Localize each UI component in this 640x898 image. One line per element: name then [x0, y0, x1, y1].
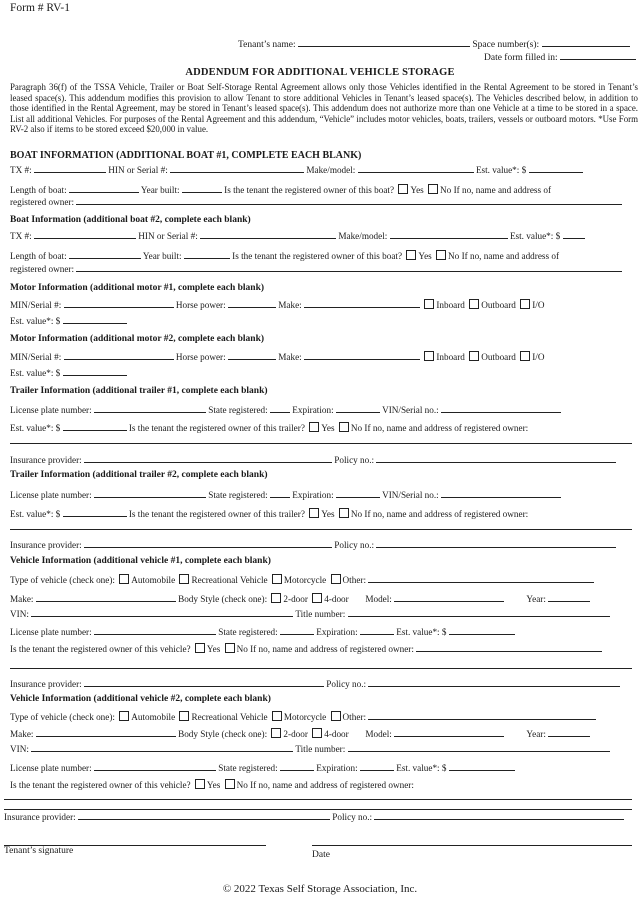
boat1-length-field[interactable]: [69, 184, 139, 193]
state-registered-label: State registered:: [208, 490, 268, 500]
tenant-signature-label: Tenant’s signature: [4, 846, 74, 856]
no-label: No: [236, 644, 248, 654]
io-label: I/O: [532, 300, 545, 310]
date-filled-label: Date form filled in:: [484, 53, 558, 63]
section-boat-2: Boat Information (additional boat #2, complete each blank): [10, 215, 251, 225]
motor1-make-field[interactable]: [304, 299, 420, 308]
section-boat-1: BOAT INFORMATION (ADDITIONAL BOAT #1, COMPLETE EACH BLANK): [10, 150, 362, 161]
motorcycle-label: Motorcycle: [283, 712, 327, 722]
body-style-label: Body Style (check one):: [178, 729, 268, 739]
insurance-provider-label: Insurance provider:: [10, 679, 82, 689]
trailer1-row2: [10, 422, 636, 434]
no-label: No: [236, 780, 248, 790]
if-no-label: If no, name and address of registered owner:: [364, 423, 529, 433]
vehicle1-state-field[interactable]: [280, 626, 314, 635]
vehicle2-year-field[interactable]: [548, 728, 590, 737]
vehicle2-other-checkbox[interactable]: [331, 711, 341, 721]
trailer1-state-field[interactable]: [270, 404, 290, 413]
vehicle1-yes-checkbox[interactable]: [195, 643, 205, 653]
license-plate-label: License plate number:: [10, 405, 92, 415]
est-value-label: Est. value*: $: [10, 423, 61, 433]
trailer2-est-value-field[interactable]: [63, 508, 127, 517]
trailer1-row3: [10, 454, 636, 466]
section-trailer-1: Trailer Information (additional trailer #1, complete each blank): [10, 386, 268, 396]
policy-no-label: Policy no.:: [334, 455, 375, 465]
boat2-make-model-field[interactable]: [390, 230, 508, 239]
date-row: [484, 51, 636, 63]
boat2-row3: [10, 263, 636, 275]
horse-power-label: Horse power:: [175, 352, 226, 362]
min-serial-label: MIN/Serial #:: [10, 300, 62, 310]
tx-label: TX #:: [10, 165, 32, 175]
vehicle2-est-value-field[interactable]: [449, 762, 515, 771]
year-label: Year:: [526, 729, 546, 739]
motor2-est-value-field[interactable]: [63, 367, 127, 376]
vehicle1-owner-line[interactable]: [10, 668, 632, 669]
trailer1-owner-field[interactable]: [10, 443, 632, 444]
vehicle1-row6: [10, 678, 636, 690]
horse-power-label: Horse power:: [175, 300, 226, 310]
owner-question: Is the tenant the registered owner of this vehicle?: [10, 644, 191, 654]
vehicle1-motorcycle-checkbox[interactable]: [272, 574, 282, 584]
io-label: I/O: [532, 352, 545, 362]
expiration-label: Expiration:: [316, 627, 358, 637]
motor1-io-checkbox[interactable]: [520, 299, 530, 309]
est-value-label: Est. value*: $: [10, 316, 61, 326]
motor1-min-field[interactable]: [64, 299, 174, 308]
vehicle2-yes-checkbox[interactable]: [195, 779, 205, 789]
vehicle1-row1: [10, 574, 636, 586]
est-value-label: Est. value*: $: [475, 165, 527, 175]
motor1-est-value-field[interactable]: [63, 315, 127, 324]
no-label: No: [440, 185, 452, 195]
vehicle1-policy-field[interactable]: [368, 678, 620, 687]
boat2-yes-checkbox[interactable]: [406, 250, 416, 260]
trailer1-no-checkbox[interactable]: [339, 422, 349, 432]
motor1-row2: [10, 315, 636, 327]
form-title: ADDENDUM FOR ADDITIONAL VEHICLE STORAGE: [185, 67, 455, 78]
boat1-no-checkbox[interactable]: [428, 184, 438, 194]
boat1-row2: [10, 184, 636, 196]
owner-question: Is the tenant the registered owner of this boat?: [232, 251, 403, 261]
est-value-label: Est. value*: $: [10, 509, 61, 519]
yes-label: Yes: [321, 423, 335, 433]
vehicle2-2door-checkbox[interactable]: [271, 728, 281, 738]
vehicle2-vin-field[interactable]: [31, 743, 293, 752]
model-label: Model:: [365, 729, 392, 739]
automobile-label: Automobile: [131, 575, 176, 585]
no-label: No: [350, 509, 363, 519]
license-plate-label: License plate number:: [10, 763, 92, 773]
body-style-label: Body Style (check one):: [178, 594, 268, 604]
motor2-outboard-checkbox[interactable]: [469, 351, 479, 361]
registered-owner-label: registered owner:: [10, 264, 75, 274]
vehicle1-other-field[interactable]: [368, 574, 594, 583]
vehicle1-owner-field[interactable]: [416, 643, 602, 652]
trailer2-row1: [10, 489, 636, 501]
vehicle1-plate-field[interactable]: [94, 626, 216, 635]
vehicle1-expiration-field[interactable]: [360, 626, 394, 635]
vin-serial-label: VIN/Serial no.:: [382, 405, 439, 415]
trailer1-est-value-field[interactable]: [63, 422, 127, 431]
trailer1-plate-field[interactable]: [94, 404, 206, 413]
policy-no-label: Policy no.:: [326, 679, 367, 689]
tenant-name-row: [238, 38, 630, 50]
inboard-label: Inboard: [436, 300, 465, 310]
motor2-row1: [10, 351, 636, 363]
trailer2-row2: [10, 508, 636, 520]
trailer1-policy-field[interactable]: [376, 454, 616, 463]
policy-no-label: Policy no.:: [334, 540, 375, 550]
expiration-label: Expiration:: [292, 490, 334, 500]
other-label: Other:: [342, 575, 367, 585]
trailer2-no-checkbox[interactable]: [339, 508, 349, 518]
expiration-label: Expiration:: [292, 405, 334, 415]
tenant-name-label: Tenant’s name:: [238, 40, 296, 50]
vehicle1-model-field[interactable]: [394, 593, 504, 602]
trailer1-insurance-field[interactable]: [84, 454, 332, 463]
boat2-length-field[interactable]: [69, 250, 141, 259]
vehicle2-row3: [10, 743, 636, 755]
insurance-provider-label: Insurance provider:: [10, 455, 82, 465]
trailer2-yes-checkbox[interactable]: [309, 508, 319, 518]
trailer2-row3: [10, 539, 636, 551]
if-no-label: If no, name and address of: [453, 185, 552, 195]
section-vehicle-1: Vehicle Information (additional vehicle #1, complete each blank): [10, 556, 271, 566]
copyright-footer: © 2022 Texas Self Storage Association, Inc.: [222, 883, 418, 895]
boat2-row1: [10, 230, 636, 242]
vehicle2-other-field[interactable]: [368, 711, 596, 720]
vehicle1-other-checkbox[interactable]: [331, 574, 341, 584]
space-numbers-label: Space number(s):: [472, 40, 540, 50]
boat1-make-model-field[interactable]: [358, 164, 474, 173]
make-label: Make:: [278, 352, 302, 362]
vehicle2-4door-checkbox[interactable]: [312, 728, 322, 738]
est-value-label: Est. value*: $: [10, 368, 61, 378]
if-no-label: If no, name and address of registered owner:: [250, 644, 414, 654]
year-built-label: Year built:: [140, 185, 180, 195]
type-of-vehicle-label: Type of vehicle (check one):: [10, 712, 115, 722]
vehicle1-row2: [10, 593, 636, 605]
vehicle1-row3: [10, 608, 636, 620]
vehicle2-no-checkbox[interactable]: [225, 779, 235, 789]
vehicle1-row5: [10, 643, 636, 655]
boat2-owner-field[interactable]: [76, 263, 622, 272]
boat1-year-field[interactable]: [182, 184, 222, 193]
vehicle2-plate-field[interactable]: [94, 762, 216, 771]
no-label: No: [350, 423, 363, 433]
est-value-label: Est. value*: $: [509, 231, 561, 241]
registered-owner-label: registered owner:: [10, 197, 75, 207]
no-label: No: [448, 251, 460, 261]
motor1-inboard-checkbox[interactable]: [424, 299, 434, 309]
trailer2-insurance-field[interactable]: [84, 539, 332, 548]
boat2-row2: [10, 250, 636, 262]
vehicle1-title-field[interactable]: [348, 608, 610, 617]
two-door-label: 2-door: [283, 729, 308, 739]
boat1-owner-field[interactable]: [76, 196, 622, 205]
boat1-tx-field[interactable]: [34, 164, 106, 173]
vehicle2-automobile-checkbox[interactable]: [119, 711, 129, 721]
trailer2-expiration-field[interactable]: [336, 489, 380, 498]
vehicle2-row2: [10, 728, 636, 740]
trailer2-owner-field[interactable]: [10, 529, 632, 530]
trailer1-vin-field[interactable]: [441, 404, 561, 413]
vehicle1-row4: [10, 626, 636, 638]
boat1-row3: [10, 196, 636, 208]
motor2-make-field[interactable]: [304, 351, 420, 360]
motor2-io-checkbox[interactable]: [520, 351, 530, 361]
four-door-label: 4-door: [324, 729, 349, 739]
vehicle1-4door-checkbox[interactable]: [312, 593, 322, 603]
tenant-name-field[interactable]: [298, 38, 470, 47]
motor2-min-field[interactable]: [64, 351, 174, 360]
vehicle1-rv-checkbox[interactable]: [179, 574, 189, 584]
vehicle2-row4: [10, 762, 636, 774]
outboard-label: Outboard: [481, 352, 516, 362]
type-of-vehicle-label: Type of vehicle (check one):: [10, 575, 115, 585]
vin-serial-label: VIN/Serial no.:: [382, 490, 439, 500]
trailer2-vin-field[interactable]: [441, 489, 561, 498]
state-registered-label: State registered:: [218, 763, 278, 773]
expiration-label: Expiration:: [316, 763, 358, 773]
make-model-label: Make/model:: [338, 231, 388, 241]
year-label: Year:: [526, 594, 546, 604]
motor1-outboard-checkbox[interactable]: [469, 299, 479, 309]
make-label: Make:: [10, 729, 34, 739]
length-label: Length of boat:: [10, 185, 67, 195]
vehicle2-row5: [10, 779, 636, 791]
vehicle1-2door-checkbox[interactable]: [271, 593, 281, 603]
trailer1-row1: [10, 404, 636, 416]
est-value-label: Est. value*: $: [396, 763, 447, 773]
vehicle2-model-field[interactable]: [394, 728, 504, 737]
vehicle2-rv-checkbox[interactable]: [179, 711, 189, 721]
license-plate-label: License plate number:: [10, 490, 92, 500]
signature-date-label: Date: [312, 850, 330, 860]
vehicle1-est-value-field[interactable]: [449, 626, 515, 635]
vin-label: VIN:: [10, 609, 29, 619]
vehicle2-title-field[interactable]: [348, 743, 610, 752]
title-number-label: Title number:: [295, 609, 346, 619]
hin-label: HIN or Serial #:: [108, 165, 168, 175]
owner-question: Is the tenant the registered owner of this boat?: [224, 185, 395, 195]
trailer2-policy-field[interactable]: [376, 539, 616, 548]
vehicle2-policy-field[interactable]: [374, 811, 624, 820]
motorcycle-label: Motorcycle: [283, 575, 327, 585]
boat2-year-field[interactable]: [184, 250, 230, 259]
trailer1-yes-checkbox[interactable]: [309, 422, 319, 432]
state-registered-label: State registered:: [208, 405, 268, 415]
owner-question: Is the tenant the registered owner of this trailer?: [128, 509, 305, 519]
motor1-hp-field[interactable]: [228, 299, 276, 308]
vehicle1-automobile-checkbox[interactable]: [119, 574, 129, 584]
motor2-row2: [10, 367, 636, 379]
trailer1-expiration-field[interactable]: [336, 404, 380, 413]
boat1-hin-field[interactable]: [170, 164, 304, 173]
boat2-hin-field[interactable]: [200, 230, 336, 239]
make-model-label: Make/model:: [306, 165, 356, 175]
policy-no-label: Policy no.:: [332, 812, 373, 822]
owner-question: Is the tenant the registered owner of this vehicle?: [10, 780, 191, 790]
form-number: Form # RV-1: [10, 2, 70, 14]
title-number-label: Title number:: [295, 744, 346, 754]
yes-label: Yes: [410, 185, 424, 195]
vehicle1-no-checkbox[interactable]: [225, 643, 235, 653]
boat1-yes-checkbox[interactable]: [398, 184, 408, 194]
vehicle2-row1: [10, 711, 636, 723]
yes-label: Yes: [206, 644, 221, 654]
vehicle2-make-field[interactable]: [36, 728, 176, 737]
yes-label: Yes: [321, 509, 335, 519]
year-built-label: Year built:: [142, 251, 182, 261]
outboard-label: Outboard: [481, 300, 516, 310]
est-value-label: Est. value*: $: [396, 627, 447, 637]
boat2-est-value-field[interactable]: [563, 230, 585, 239]
vehicle2-state-field[interactable]: [280, 762, 314, 771]
yes-label: Yes: [418, 251, 432, 261]
vehicle2-owner-line-1[interactable]: [4, 799, 632, 800]
section-trailer-2: Trailer Information (additional trailer #2, complete each blank): [10, 470, 268, 480]
make-label: Make:: [278, 300, 302, 310]
other-label: Other:: [342, 712, 367, 722]
if-no-label: If no, name and address of registered owner:: [250, 780, 414, 790]
vehicle1-make-field[interactable]: [36, 593, 176, 602]
vehicle2-expiration-field[interactable]: [360, 762, 394, 771]
trailer2-plate-field[interactable]: [94, 489, 206, 498]
vehicle1-vin-field[interactable]: [31, 608, 293, 617]
make-label: Make:: [10, 594, 34, 604]
date-filled-field[interactable]: [560, 51, 636, 60]
if-no-label: If no, name and address of registered owner:: [364, 509, 529, 519]
yes-label: Yes: [206, 780, 221, 790]
four-door-label: 4-door: [324, 594, 349, 604]
boat1-est-value-field[interactable]: [529, 164, 583, 173]
motor2-hp-field[interactable]: [228, 351, 276, 360]
tx-label: TX #:: [10, 231, 32, 241]
vehicle2-insurance-field[interactable]: [78, 811, 330, 820]
min-serial-label: MIN/Serial #:: [10, 352, 62, 362]
if-no-label: If no, name and address of: [461, 251, 560, 261]
insurance-provider-label: Insurance provider:: [10, 540, 82, 550]
section-motor-1: Motor Information (additional motor #1, complete each blank): [10, 283, 265, 293]
vin-label: VIN:: [10, 744, 29, 754]
vehicle2-motorcycle-checkbox[interactable]: [272, 711, 282, 721]
motor1-row1: [10, 299, 636, 311]
inboard-label: Inboard: [436, 352, 465, 362]
insurance-provider-label: Insurance provider:: [4, 812, 76, 822]
boat2-no-checkbox[interactable]: [436, 250, 446, 260]
section-vehicle-2: Vehicle Information (additional vehicle #2, complete each blank): [10, 694, 271, 704]
length-label: Length of boat:: [10, 251, 67, 261]
section-motor-2: Motor Information (additional motor #2, complete each blank): [10, 334, 265, 344]
boat2-tx-field[interactable]: [34, 230, 136, 239]
vehicle1-year-field[interactable]: [548, 593, 590, 602]
model-label: Model:: [365, 594, 392, 604]
hin-label: HIN or Serial #:: [138, 231, 198, 241]
rv-label: Recreational Vehicle: [191, 712, 268, 722]
rv-label: Recreational Vehicle: [191, 575, 268, 585]
vehicle2-owner-line-2[interactable]: [4, 809, 632, 810]
automobile-label: Automobile: [131, 712, 176, 722]
boat1-row1: [10, 164, 636, 176]
two-door-label: 2-door: [283, 594, 308, 604]
trailer2-state-field[interactable]: [270, 489, 290, 498]
vehicle1-insurance-field[interactable]: [84, 678, 324, 687]
owner-question: Is the tenant the registered owner of this trailer?: [128, 423, 305, 433]
state-registered-label: State registered:: [218, 627, 278, 637]
license-plate-label: License plate number:: [10, 627, 92, 637]
space-numbers-field[interactable]: [542, 38, 630, 47]
vehicle2-row6: [4, 811, 630, 823]
intro-paragraph: Paragraph 36(f) of the TSSA Vehicle, Trailer or Boat Self-Storage Rental Agreement allows only those Vehicles identified in the Rental Agreement to be stored in Tenant’s leased space(s). This addendum modifies this provision to allow Tenant to store additional Vehicles in Tenant’s leased space(s). The Vehicles described below, in addition to those identified in the Rental Agreement, may be stored in Tenant’s leased space(s). This addendum does not authorize more than one Vehicle at a time to be stored in a space. List all additional Vehicles. For purposes of the Rental Agreement and this addendum, “Vehicle” includes motor vehicles, boats, trailers, vessels or outboard motors. *Use Form RV-2 also if items to be stored exceed $20,000 in value.: [10, 82, 638, 135]
motor2-inboard-checkbox[interactable]: [424, 351, 434, 361]
date-line[interactable]: [312, 845, 632, 846]
